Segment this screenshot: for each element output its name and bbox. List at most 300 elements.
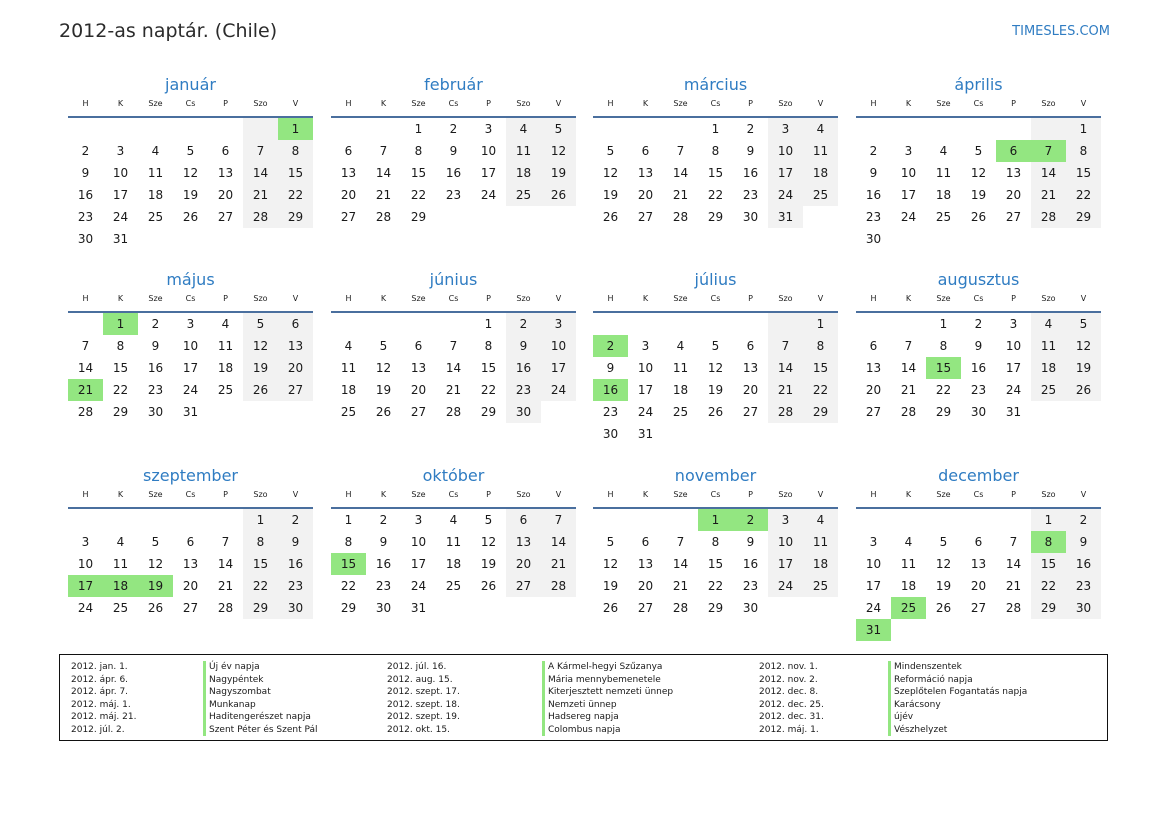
day-cell: 10 [182,339,199,353]
empty-cell [103,509,138,531]
day-cell: 9 [278,531,313,553]
weekday-label: Cs [710,294,721,303]
legend-holiday-name: Nagypéntek [203,674,264,687]
day-cell: 11 [935,166,952,180]
month-name: szeptember [142,466,238,485]
weekday-label: K [905,294,912,303]
day-cell: 10 [768,140,803,162]
site-link[interactable]: TIMESLES.COM [1012,24,1110,39]
day-cell: 23 [1066,575,1101,597]
day-cell: 11 [1031,335,1066,357]
legend-date: 2012. szept. 19. [387,712,460,722]
day-cell: 30 [375,601,392,615]
day-cell: 25 [672,405,689,419]
day-cell: 23 [742,188,759,202]
day-cell: 11 [506,140,541,162]
day-cell: 29 [707,601,724,615]
weekday-label: V [1080,490,1087,499]
day-cell: 2 [506,313,541,335]
holiday-day: 2 [593,335,628,357]
day-cell: 7 [379,144,388,158]
day-cell: 4 [506,118,541,140]
empty-cell [856,118,891,140]
day-cell: 16 [77,188,94,202]
day-cell: 10 [112,166,129,180]
day-cell: 24 [865,601,882,615]
day-cell: 17 [865,579,882,593]
day-cell: 17 [182,361,199,375]
day-cell: 23 [970,383,987,397]
weekday-label: Szo [1041,490,1056,499]
day-cell: 23 [445,188,462,202]
day-cell: 19 [541,162,576,184]
empty-cell [103,118,138,140]
day-cell: 25 [340,405,357,419]
day-grid [593,313,838,445]
day-cell: 4 [939,144,948,158]
day-cell: 11 [147,166,164,180]
day-cell: 16 [375,557,392,571]
day-cell: 18 [803,162,838,184]
day-cell: 2 [449,122,458,136]
empty-cell [628,313,663,335]
weekday-label: Sze [148,99,163,108]
holiday-day: 21 [68,379,103,401]
day-cell: 16 [742,166,759,180]
weekday-label: P [223,490,228,499]
legend-date: 2012. szept. 18. [387,699,460,710]
legend-date: 2012. júl. 16. [387,662,447,672]
day-cell: 20 [637,188,654,202]
day-cell: 13 [742,361,759,375]
day-cell: 27 [637,210,654,224]
day-cell: 23 [602,405,619,419]
day-cell: 8 [711,535,720,549]
day-cell: 21 [768,379,803,401]
month-calendar [856,269,1101,423]
day-cell: 9 [869,166,878,180]
weekday-label: H [870,294,877,303]
day-cell: 25 [803,575,838,597]
day-cell: 18 [935,188,952,202]
day-cell: 13 [637,557,654,571]
empty-cell [138,509,173,531]
day-cell: 19 [970,188,987,202]
day-cell: 11 [672,361,689,375]
day-cell: 23 [375,579,392,593]
day-cell: 30 [77,232,94,246]
day-cell: 25 [217,383,234,397]
legend-date: 2012. máj. 21. [71,712,137,722]
day-cell: 10 [865,557,882,571]
day-cell: 29 [803,401,838,423]
empty-cell [593,118,628,140]
day-cell: 5 [606,144,615,158]
legend-date: 2012. máj. 1. [759,724,819,735]
weekday-label: Szo [1041,99,1056,108]
weekday-label: H [607,490,614,499]
weekday-label: Szo [778,99,793,108]
day-cell: 25 [445,579,462,593]
day-cell: 12 [541,140,576,162]
day-cell: 8 [116,339,125,353]
empty-cell [173,118,208,140]
month-calendar [331,465,576,619]
legend-date: 2012. nov. 1. [759,662,818,672]
day-cell: 6 [221,144,230,158]
weekday-label: Cs [710,490,721,499]
day-cell: 10 [900,166,917,180]
day-cell: 3 [116,144,125,158]
legend-date: 2012. okt. 15. [387,724,450,735]
empty-cell [68,509,103,531]
day-cell: 19 [182,188,199,202]
empty-cell [593,509,628,531]
day-cell: 14 [243,162,278,184]
day-cell: 26 [243,379,278,401]
day-cell: 21 [1005,579,1022,593]
page-title: 2012-as naptár. (Chile) [59,20,278,42]
holiday-day: 15 [926,357,961,379]
day-cell: 5 [1066,313,1101,335]
day-cell: 15 [278,162,313,184]
day-cell: 14 [541,531,576,553]
day-cell: 11 [803,531,838,553]
day-cell: 31 [182,405,199,419]
empty-cell [856,509,891,531]
weekday-label: Cs [448,490,459,499]
day-cell: 14 [77,361,94,375]
day-cell: 22 [803,379,838,401]
month-calendar [68,269,313,423]
day-cell: 3 [641,339,650,353]
day-cell: 13 [1005,166,1022,180]
day-cell: 4 [1031,313,1066,335]
month-name: augusztus [937,270,1020,289]
day-cell: 30 [506,401,541,423]
weekday-label: Szo [253,490,268,499]
weekday-header [856,489,1101,509]
empty-cell [961,118,996,140]
day-cell: 22 [1066,184,1101,206]
empty-cell [243,118,278,140]
weekday-header [331,293,576,313]
day-cell: 2 [746,122,755,136]
day-cell: 28 [541,575,576,597]
day-cell: 18 [340,383,357,397]
day-cell: 28 [243,206,278,228]
day-cell: 26 [602,601,619,615]
day-cell: 3 [414,513,423,527]
weekday-label: K [117,490,124,499]
weekday-header [68,293,313,313]
month-name: április [954,75,1003,94]
weekday-label: Sze [673,294,688,303]
day-cell: 13 [506,531,541,553]
month-calendar [593,269,838,445]
day-cell: 11 [803,140,838,162]
holiday-day: 2 [733,509,768,531]
empty-cell [768,313,803,335]
weekday-label: Cs [973,490,984,499]
day-grid [331,313,576,423]
day-cell: 9 [746,144,755,158]
empty-cell [628,118,663,140]
legend-date: 2012. aug. 15. [387,674,453,685]
day-cell: 8 [939,339,948,353]
day-cell: 27 [637,601,654,615]
empty-cell [663,313,698,335]
day-cell: 11 [900,557,917,571]
day-cell: 14 [768,357,803,379]
day-cell: 13 [637,166,654,180]
day-cell: 9 [746,535,755,549]
day-cell: 22 [1031,575,1066,597]
weekday-header [856,98,1101,118]
legend-holiday-name: Szent Péter és Szent Pál [203,724,318,737]
day-cell: 8 [484,339,493,353]
legend-holiday-name: Reformáció napja [888,674,973,687]
legend-date: 2012. jan. 1. [71,662,128,672]
day-grid [593,509,838,619]
empty-cell [733,313,768,335]
day-cell: 25 [112,601,129,615]
day-cell: 20 [865,383,882,397]
day-cell: 16 [506,357,541,379]
day-cell: 29 [707,210,724,224]
day-cell: 4 [803,118,838,140]
day-cell: 17 [768,553,803,575]
day-cell: 26 [182,210,199,224]
month-calendar [593,74,838,228]
day-cell: 15 [410,166,427,180]
day-cell: 14 [1031,162,1066,184]
legend-date: 2012. dec. 25. [759,699,824,710]
weekday-label: P [223,294,228,303]
day-cell: 15 [803,357,838,379]
weekday-label: V [817,294,824,303]
weekday-header [593,98,838,118]
month-calendar [856,74,1101,250]
legend-date: 2012. dec. 31. [759,712,824,722]
day-cell: 20 [217,188,234,202]
day-cell: 12 [707,361,724,375]
day-cell: 21 [672,188,689,202]
weekday-label: K [117,99,124,108]
day-cell: 22 [278,184,313,206]
weekday-label: V [817,99,824,108]
day-cell: 19 [935,579,952,593]
day-cell: 7 [81,339,90,353]
weekday-label: P [486,490,491,499]
day-cell: 18 [1031,357,1066,379]
day-cell: 31 [768,206,803,228]
day-cell: 5 [484,513,493,527]
weekday-label: P [1011,99,1016,108]
weekday-label: H [82,99,89,108]
weekday-label: Cs [710,99,721,108]
holiday-legend [59,654,1108,741]
day-cell: 5 [379,339,388,353]
day-cell: 24 [541,379,576,401]
day-cell: 28 [672,210,689,224]
day-cell: 9 [449,144,458,158]
day-cell: 7 [768,335,803,357]
legend-holiday-name: Mindenszentek [888,661,962,674]
day-cell: 6 [869,339,878,353]
day-cell: 27 [410,405,427,419]
empty-cell [891,313,926,335]
day-cell: 6 [278,313,313,335]
day-cell: 12 [935,557,952,571]
day-cell: 26 [375,405,392,419]
day-cell: 12 [602,166,619,180]
day-cell: 5 [939,535,948,549]
day-cell: 1 [803,313,838,335]
day-cell: 4 [151,144,160,158]
day-cell: 24 [112,210,129,224]
day-cell: 23 [278,575,313,597]
day-cell: 29 [278,206,313,228]
day-cell: 14 [375,166,392,180]
day-cell: 2 [151,317,160,331]
weekday-label: K [642,490,649,499]
day-cell: 20 [278,357,313,379]
day-cell: 24 [410,579,427,593]
day-cell: 6 [974,535,983,549]
day-cell: 29 [112,405,129,419]
day-grid [68,118,313,250]
day-grid [68,509,313,619]
day-cell: 18 [506,162,541,184]
weekday-label: K [642,294,649,303]
weekday-label: V [817,490,824,499]
month-calendar [68,465,313,619]
holiday-day: 1 [698,509,733,531]
day-cell: 16 [445,166,462,180]
day-cell: 5 [606,535,615,549]
legend-date: 2012. júl. 2. [71,724,125,735]
day-cell: 11 [112,557,129,571]
weekday-label: V [555,99,562,108]
month-name: február [424,75,483,94]
legend-holiday-name: újév [888,711,913,724]
day-cell: 15 [112,361,129,375]
day-cell: 14 [672,166,689,180]
day-cell: 23 [742,579,759,593]
day-cell: 5 [711,339,720,353]
day-cell: 28 [672,601,689,615]
weekday-label: V [292,294,299,303]
day-cell: 8 [711,144,720,158]
holiday-day: 31 [856,619,891,641]
day-cell: 14 [217,557,234,571]
day-cell: 4 [904,535,913,549]
legend-date: 2012. dec. 8. [759,687,819,697]
day-cell: 5 [151,535,160,549]
weekday-header [68,98,313,118]
day-cell: 4 [116,535,125,549]
day-cell: 10 [768,531,803,553]
weekday-label: K [380,490,387,499]
weekday-label: Sze [411,490,426,499]
day-cell: 1 [414,122,423,136]
weekday-label: V [555,490,562,499]
month-calendar [331,269,576,423]
day-cell: 9 [506,335,541,357]
day-cell: 28 [1005,601,1022,615]
day-cell: 28 [768,401,803,423]
weekday-label: H [82,490,89,499]
day-cell: 25 [1031,379,1066,401]
legend-date: 2012. máj. 1. [71,699,131,710]
day-cell: 26 [707,405,724,419]
weekday-label: K [905,99,912,108]
day-cell: 10 [480,144,497,158]
day-cell: 12 [182,166,199,180]
day-cell: 9 [1066,531,1101,553]
day-cell: 27 [1005,210,1022,224]
day-cell: 3 [484,122,493,136]
day-cell: 10 [637,361,654,375]
day-cell: 15 [707,557,724,571]
day-cell: 16 [742,557,759,571]
legend-holiday-name: Nemzeti ünnep [542,699,617,712]
weekday-label: V [292,490,299,499]
day-cell: 5 [974,144,983,158]
day-cell: 11 [217,339,234,353]
day-cell: 1 [711,122,720,136]
weekday-label: H [345,294,352,303]
empty-cell [891,118,926,140]
day-cell: 6 [641,144,650,158]
empty-cell [366,313,401,335]
day-cell: 22 [480,383,497,397]
day-cell: 27 [970,601,987,615]
day-cell: 24 [480,188,497,202]
day-cell: 30 [147,405,164,419]
day-cell: 25 [935,210,952,224]
empty-cell [961,509,996,531]
weekday-label: P [1011,294,1016,303]
day-cell: 19 [375,383,392,397]
day-cell: 14 [900,361,917,375]
weekday-label: P [486,294,491,303]
day-cell: 26 [602,210,619,224]
empty-cell [208,509,243,531]
empty-cell [331,313,366,335]
day-cell: 13 [340,166,357,180]
day-cell: 12 [147,557,164,571]
day-cell: 1 [243,509,278,531]
empty-cell [1031,118,1066,140]
empty-cell [663,118,698,140]
month-name: október [422,466,485,485]
day-cell: 22 [243,575,278,597]
holiday-day: 6 [996,140,1031,162]
day-cell: 4 [676,339,685,353]
empty-cell [138,118,173,140]
empty-cell [856,313,891,335]
holiday-day: 25 [891,597,926,619]
day-cell: 17 [900,188,917,202]
day-grid [331,509,576,619]
legend-holiday-name: Karácsony [888,699,941,712]
day-cell: 22 [340,579,357,593]
day-cell: 28 [445,405,462,419]
day-cell: 18 [445,557,462,571]
day-cell: 15 [1031,553,1066,575]
